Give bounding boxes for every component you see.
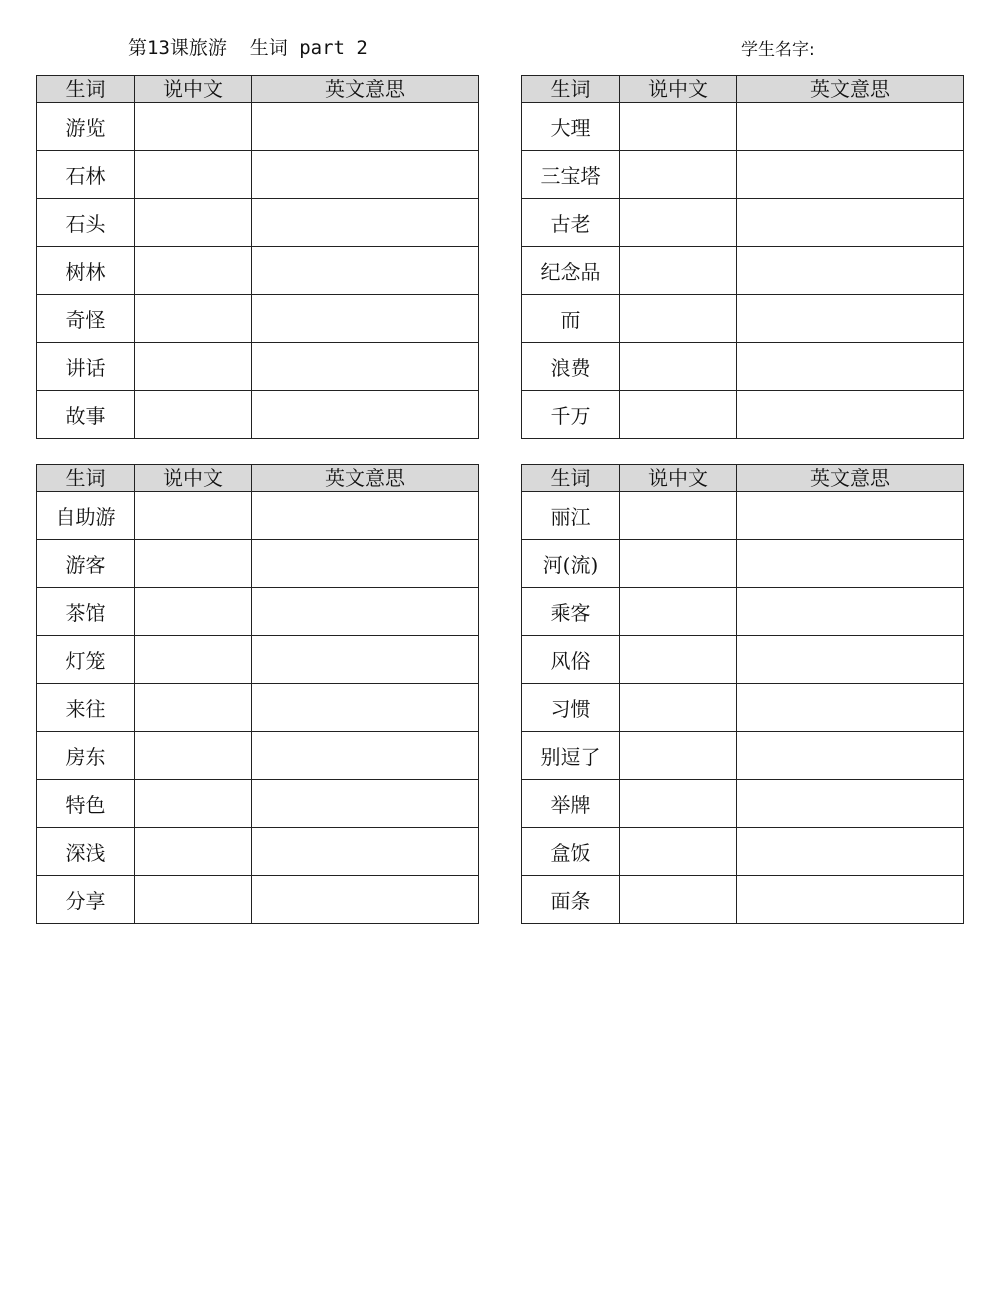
col-header-speak-chinese: 说中文 — [620, 76, 737, 103]
worksheet-title: 第13课旅游 生词 part 2 — [128, 37, 368, 59]
speak-chinese-cell[interactable] — [620, 684, 737, 732]
speak-chinese-cell[interactable] — [135, 540, 252, 588]
english-meaning-cell[interactable] — [252, 588, 479, 636]
speak-chinese-cell[interactable] — [135, 588, 252, 636]
vocab-word: 举牌 — [522, 780, 620, 828]
vocab-table-4 — [521, 464, 964, 924]
english-meaning-cell[interactable] — [737, 876, 964, 924]
speak-chinese-cell[interactable] — [620, 636, 737, 684]
table-row — [522, 684, 964, 732]
english-meaning-cell[interactable] — [252, 247, 479, 295]
col-header-english-meaning: 英文意思 — [252, 76, 479, 103]
table-row — [37, 199, 479, 247]
english-meaning-cell[interactable] — [252, 684, 479, 732]
english-meaning-cell[interactable] — [737, 492, 964, 540]
vocab-table-2 — [521, 75, 964, 439]
table-row — [37, 247, 479, 295]
table-row — [522, 588, 964, 636]
english-meaning-cell[interactable] — [737, 828, 964, 876]
speak-chinese-cell[interactable] — [135, 295, 252, 343]
vocab-word: 大理 — [522, 103, 620, 151]
speak-chinese-cell[interactable] — [135, 247, 252, 295]
vocab-word: 别逗了 — [522, 732, 620, 780]
speak-chinese-cell[interactable] — [135, 391, 252, 439]
english-meaning-cell[interactable] — [737, 391, 964, 439]
table-row — [37, 391, 479, 439]
vocab-word: 来往 — [37, 684, 135, 732]
vocab-word: 分享 — [37, 876, 135, 924]
english-meaning-cell[interactable] — [252, 636, 479, 684]
table-row — [522, 636, 964, 684]
table-header-row — [37, 76, 479, 103]
table-row — [37, 492, 479, 540]
english-meaning-cell[interactable] — [252, 391, 479, 439]
vocab-word: 浪费 — [522, 343, 620, 391]
english-meaning-cell[interactable] — [737, 295, 964, 343]
table-row — [37, 636, 479, 684]
table-header-row — [522, 465, 964, 492]
speak-chinese-cell[interactable] — [135, 103, 252, 151]
table-row — [37, 684, 479, 732]
vocab-word: 房东 — [37, 732, 135, 780]
english-meaning-cell[interactable] — [252, 540, 479, 588]
col-header-speak-chinese: 说中文 — [135, 76, 252, 103]
speak-chinese-cell[interactable] — [135, 343, 252, 391]
vocab-table-1 — [36, 75, 479, 439]
table-row — [37, 732, 479, 780]
vocab-word: 河(流) — [522, 540, 620, 588]
table-row — [522, 492, 964, 540]
vocab-word: 灯笼 — [37, 636, 135, 684]
english-meaning-cell[interactable] — [252, 343, 479, 391]
speak-chinese-cell[interactable] — [135, 780, 252, 828]
speak-chinese-cell[interactable] — [620, 876, 737, 924]
table-header-row — [37, 465, 479, 492]
vocab-word: 千万 — [522, 391, 620, 439]
vocab-word: 深浅 — [37, 828, 135, 876]
col-header-word: 生词 — [37, 465, 135, 492]
vocab-word: 风俗 — [522, 636, 620, 684]
vocab-word: 树林 — [37, 247, 135, 295]
english-meaning-cell[interactable] — [737, 103, 964, 151]
speak-chinese-cell[interactable] — [620, 540, 737, 588]
table-row — [522, 199, 964, 247]
english-meaning-cell[interactable] — [252, 828, 479, 876]
speak-chinese-cell[interactable] — [135, 199, 252, 247]
english-meaning-cell[interactable] — [252, 780, 479, 828]
table-row — [522, 732, 964, 780]
english-meaning-cell[interactable] — [252, 492, 479, 540]
speak-chinese-cell[interactable] — [135, 828, 252, 876]
english-meaning-cell[interactable] — [737, 732, 964, 780]
table-row — [522, 343, 964, 391]
table-row — [522, 247, 964, 295]
table-row — [522, 391, 964, 439]
table-row — [522, 151, 964, 199]
speak-chinese-cell[interactable] — [135, 876, 252, 924]
vocab-word: 石头 — [37, 199, 135, 247]
speak-chinese-cell[interactable] — [620, 828, 737, 876]
speak-chinese-cell[interactable] — [135, 732, 252, 780]
col-header-english-meaning: 英文意思 — [737, 465, 964, 492]
english-meaning-cell[interactable] — [737, 588, 964, 636]
col-header-english-meaning: 英文意思 — [252, 465, 479, 492]
table-row — [522, 540, 964, 588]
speak-chinese-cell[interactable] — [620, 199, 737, 247]
speak-chinese-cell[interactable] — [620, 492, 737, 540]
speak-chinese-cell[interactable] — [620, 780, 737, 828]
col-header-word: 生词 — [522, 76, 620, 103]
speak-chinese-cell[interactable] — [135, 684, 252, 732]
english-meaning-cell[interactable] — [737, 780, 964, 828]
vocab-word: 面条 — [522, 876, 620, 924]
table-row — [522, 828, 964, 876]
col-header-english-meaning: 英文意思 — [737, 76, 964, 103]
english-meaning-cell[interactable] — [252, 876, 479, 924]
table-row — [37, 540, 479, 588]
speak-chinese-cell[interactable] — [620, 391, 737, 439]
vocab-word: 特色 — [37, 780, 135, 828]
english-meaning-cell[interactable] — [737, 343, 964, 391]
table-row — [37, 103, 479, 151]
vocab-word: 游览 — [37, 103, 135, 151]
english-meaning-cell[interactable] — [737, 247, 964, 295]
speak-chinese-cell[interactable] — [135, 636, 252, 684]
speak-chinese-cell[interactable] — [620, 588, 737, 636]
vocab-word: 丽江 — [522, 492, 620, 540]
vocab-word: 乘客 — [522, 588, 620, 636]
student-name-label: 学生名字: — [741, 40, 815, 60]
speak-chinese-cell[interactable] — [620, 343, 737, 391]
vocab-word: 故事 — [37, 391, 135, 439]
english-meaning-cell[interactable] — [737, 684, 964, 732]
english-meaning-cell[interactable] — [737, 636, 964, 684]
vocab-word: 习惯 — [522, 684, 620, 732]
vocab-table-3 — [36, 464, 479, 924]
speak-chinese-cell[interactable] — [620, 247, 737, 295]
table-header-row — [522, 76, 964, 103]
table-row — [522, 780, 964, 828]
english-meaning-cell[interactable] — [252, 103, 479, 151]
col-header-word: 生词 — [37, 76, 135, 103]
english-meaning-cell[interactable] — [252, 295, 479, 343]
english-meaning-cell[interactable] — [737, 151, 964, 199]
vocab-word: 奇怪 — [37, 295, 135, 343]
table-row — [522, 103, 964, 151]
speak-chinese-cell[interactable] — [620, 151, 737, 199]
speak-chinese-cell[interactable] — [135, 151, 252, 199]
speak-chinese-cell[interactable] — [620, 295, 737, 343]
col-header-word: 生词 — [522, 465, 620, 492]
table-row — [37, 780, 479, 828]
table-row — [37, 876, 479, 924]
table-row — [37, 588, 479, 636]
table-row — [37, 343, 479, 391]
vocab-word: 盒饭 — [522, 828, 620, 876]
table-row — [37, 151, 479, 199]
vocab-word: 游客 — [37, 540, 135, 588]
speak-chinese-cell[interactable] — [135, 492, 252, 540]
vocab-word: 三宝塔 — [522, 151, 620, 199]
vocab-word: 茶馆 — [37, 588, 135, 636]
vocab-word: 讲话 — [37, 343, 135, 391]
speak-chinese-cell[interactable] — [620, 103, 737, 151]
vocab-word: 石林 — [37, 151, 135, 199]
table-row — [522, 295, 964, 343]
table-row — [37, 828, 479, 876]
vocab-word: 而 — [522, 295, 620, 343]
english-meaning-cell[interactable] — [252, 199, 479, 247]
table-row — [522, 876, 964, 924]
table-row — [37, 295, 479, 343]
english-meaning-cell[interactable] — [252, 151, 479, 199]
vocab-word: 纪念品 — [522, 247, 620, 295]
english-meaning-cell[interactable] — [252, 732, 479, 780]
vocab-word: 古老 — [522, 199, 620, 247]
col-header-speak-chinese: 说中文 — [135, 465, 252, 492]
english-meaning-cell[interactable] — [737, 199, 964, 247]
english-meaning-cell[interactable] — [737, 540, 964, 588]
col-header-speak-chinese: 说中文 — [620, 465, 737, 492]
speak-chinese-cell[interactable] — [620, 732, 737, 780]
vocab-word: 自助游 — [37, 492, 135, 540]
